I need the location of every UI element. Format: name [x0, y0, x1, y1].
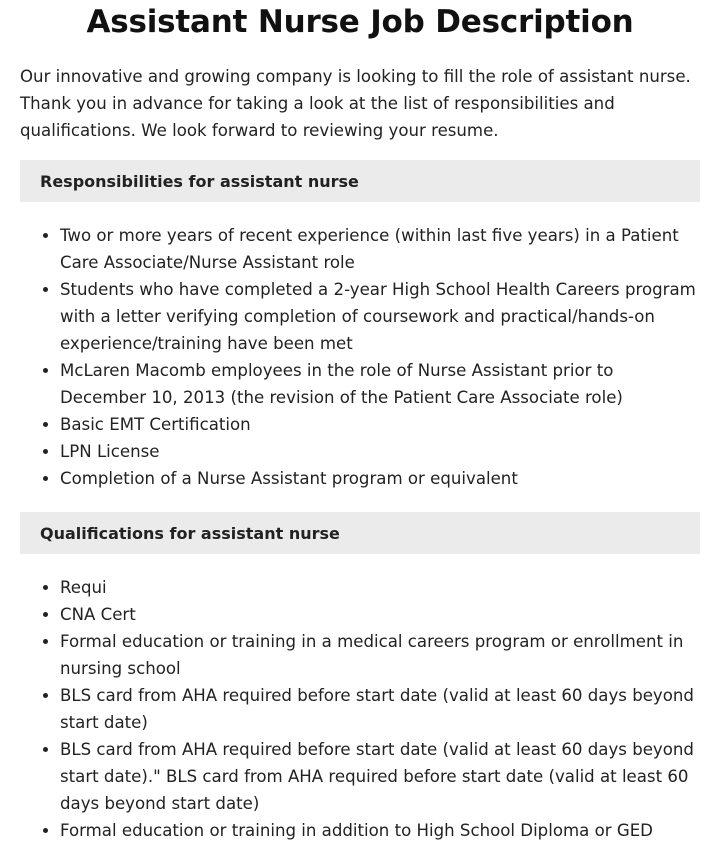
- list-item: Completion of a Nurse Assistant program or equivalent: [60, 465, 700, 492]
- list-item: Formal education or training in addition to High School Diploma or GED: [60, 817, 700, 844]
- list-item: Requi: [60, 574, 700, 601]
- responsibilities-list: [20, 222, 700, 492]
- list-item: BLS card from AHA required before start date (valid at least 60 days beyond start date)." BLS card from AHA required before start date (valid at least 60 days beyond start date): [60, 736, 700, 817]
- qualifications-heading: Qualifications for assistant nurse: [20, 512, 700, 554]
- list-item: LPN License: [60, 438, 700, 465]
- list-item: McLaren Macomb employees in the role of Nurse Assistant prior to December 10, 2013 (the revision of the Patient Care Associate role): [60, 357, 700, 411]
- intro-paragraph: Our innovative and growing company is looking to fill the role of assistant nurse. Thank you in advance for taking a look at the list of responsibilities and qualifications. We look forward to reviewing your resume.: [20, 67, 691, 140]
- list-item: Two or more years of recent experience (within last five years) in a Patient Care Associate/Nurse Assistant role: [60, 222, 700, 276]
- page-title: Assistant Nurse Job Description: [86, 4, 634, 40]
- responsibilities-heading: Responsibilities for assistant nurse: [20, 160, 700, 202]
- list-item: Students who have completed a 2-year High School Health Careers program with a letter verifying completion of coursework and practical/hands-on experience/training have been met: [60, 276, 700, 357]
- qualifications-list: [20, 574, 700, 844]
- list-item: Basic EMT Certification: [60, 411, 700, 438]
- list-item: BLS card from AHA required before start date (valid at least 60 days beyond start date): [60, 682, 700, 736]
- list-item: Formal education or training in a medical careers program or enrollment in nursing school: [60, 628, 700, 682]
- list-item: CNA Cert: [60, 601, 700, 628]
